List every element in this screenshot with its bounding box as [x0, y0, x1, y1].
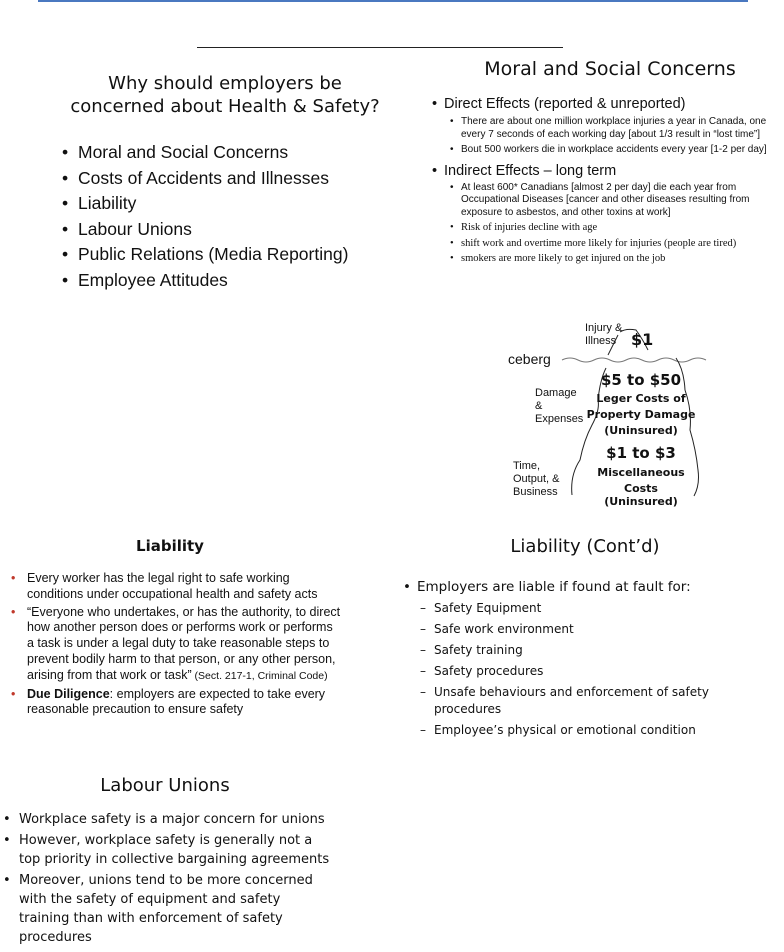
iceberg-label-output: Output, &	[513, 473, 560, 485]
s2-indirect-sub: • Risk of injuries decline with age	[450, 222, 782, 235]
top-border	[38, 0, 748, 2]
iceberg-bot-line: Miscellaneous	[597, 466, 685, 479]
s4-lead: • Employers are liable if found at fault for:	[403, 578, 733, 596]
s2-direct: • Direct Effects (reported & unreported)	[432, 95, 782, 113]
s2-indirect-sub: • shift work and overtime more likely for injuries (people are tired)	[450, 238, 782, 251]
iceberg-cost-mid: $5 to $50	[600, 371, 682, 389]
s4-item: – Safety procedures	[420, 663, 733, 680]
s2-indirect: • Indirect Effects – long term	[432, 162, 782, 180]
iceberg-label-time: Time,	[513, 460, 541, 472]
s4-item: – Unsafe behaviours and enforcement of safety procedures	[420, 684, 733, 718]
iceberg-label-expenses: Expenses	[535, 413, 584, 425]
s3-point	[11, 605, 341, 685]
s1-list	[62, 140, 382, 293]
s3-title: Liability	[136, 537, 204, 555]
s3-due-diligence: Due Diligence	[27, 686, 110, 701]
iceberg-mid-line: Property Damage	[586, 408, 696, 421]
s2-indirect-sub: • smokers are more likely to get injured on the job	[450, 253, 782, 266]
s2-body	[432, 95, 782, 266]
s2-title: Moral and Social Concerns	[484, 58, 736, 80]
s3-point	[11, 687, 341, 719]
s1-item: • Labour Unions	[62, 217, 382, 243]
s3-body	[11, 571, 341, 718]
iceberg-bot-line: Costs (Uninsured)	[604, 482, 678, 508]
s4-item: – Employee’s physical or emotional condition	[420, 722, 733, 739]
s5-body	[3, 810, 333, 947]
s1-item: • Public Relations (Media Reporting)	[62, 242, 382, 268]
iceberg-label-injury: Injury &	[585, 322, 623, 334]
s4-title: Liability (Cont’d)	[510, 536, 660, 557]
s5-item: • Workplace safety is a major concern for unions	[3, 810, 333, 829]
iceberg-cost-bot: $1 to $3	[606, 444, 676, 462]
s5-item: • However, workplace safety is generally not a top priority in collective bargaining agreements	[3, 831, 333, 869]
iceberg-mid-line: (Uninsured)	[604, 424, 678, 437]
s2-direct-sub: • Bout 500 workers die in workplace accidents every year [1-2 per day]	[450, 144, 782, 157]
s1-item: • Employee Attitudes	[62, 268, 382, 294]
s5-title: Labour Unions	[100, 775, 230, 796]
s5-item: • Moreover, unions tend to be more concerned with the safety of equipment and safety training than with enforcement of safety procedures	[3, 871, 333, 947]
s3-due-diligence-text: : employers are expected to take every reasonable precaution to ensure safety	[27, 686, 326, 717]
s3-quote-ref: (Sect. 217-1, Criminal Code)	[191, 669, 328, 682]
s3-point: • Every worker has the legal right to safe working conditions under occupational health and safety acts	[11, 571, 341, 603]
divider-rule	[197, 47, 563, 48]
s4-item: – Safety training	[420, 642, 733, 659]
iceberg-label-damage: Damage	[535, 387, 577, 399]
s2-indirect-sub: • At least 600* Canadians [almost 2 per day] die each year from Occupational Diseases [cancer and other diseases resulting from exposure to asbestos, and other toxins at work]	[450, 182, 782, 220]
iceberg-word: ceberg	[508, 351, 551, 367]
s1-item: • Liability	[62, 191, 382, 217]
iceberg-label-amp: &	[535, 400, 543, 412]
s4-item: – Safe work environment	[420, 621, 733, 638]
s1-item: • Costs of Accidents and Illnesses	[62, 166, 382, 192]
s3-quote: “Everyone who undertakes, or has the authority, to direct how another person does or performs work or performs a task is under a legal duty to take reasonable steps to prevent bodily harm to that person, or any other person, arising from that work or task”	[27, 604, 341, 682]
s1-item: • Moral and Social Concerns	[62, 140, 382, 166]
iceberg-label-illness: Illness	[585, 335, 617, 347]
s1-title: Why should employers be concerned about Health & Safety?	[70, 73, 380, 117]
iceberg-cost-top: $1	[631, 330, 654, 349]
s4-item: – Safety Equipment	[420, 600, 733, 617]
iceberg-label-business: Business	[513, 486, 558, 498]
s2-direct-sub: • There are about one million workplace injuries a year in Canada, one every 7 seconds of each working day [about 1/3 result in “lost time”]	[450, 116, 782, 141]
s4-body	[403, 578, 733, 739]
iceberg-mid-line: Leger Costs of	[596, 392, 686, 405]
